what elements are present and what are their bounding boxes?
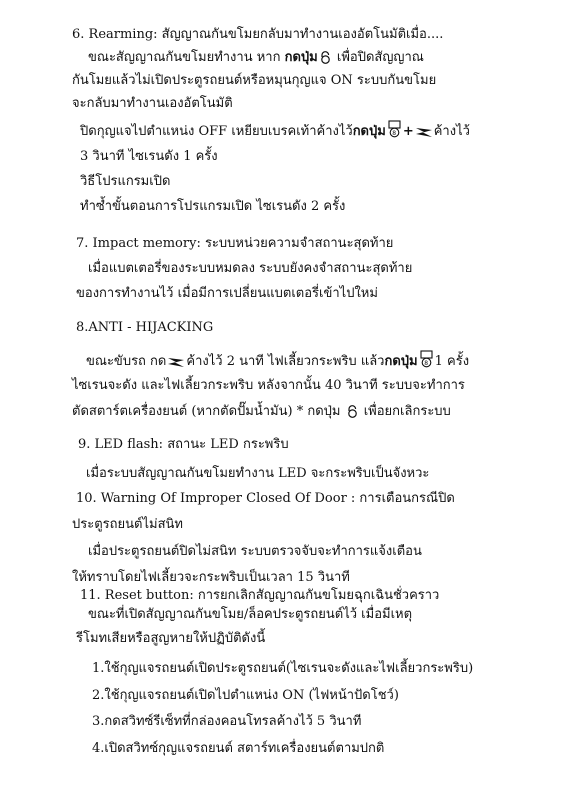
- s11-step: 3.กดสวิทซ์รีเซ็ทที่กล่องคอนโทรลค้างไว้ 5 วินาที: [92, 714, 362, 729]
- s7-line2: ของการทำงานไว้ เมื่อมีการเปลี่ยนแบตเตอรี่เข้าไปใหม่: [76, 286, 378, 301]
- lightning-icon: [167, 357, 185, 368]
- s11-line1: ขณะที่เปิดสัญญาณกันขโมย/ล็อคประตูรถยนต์ไว้ เมื่อมีเหตุ: [88, 607, 413, 622]
- s8-line1-text-d: 1 ครั้ง: [434, 354, 470, 369]
- s6-line4: [80, 120, 470, 141]
- s11-step: 4.เปิดสวิทซ์กุญแจรถยนต์ สตาร์ทเครื่องยนต์ตามปกติ: [92, 741, 385, 756]
- unlock-icon: [346, 405, 359, 418]
- s8-title: 8.ANTI - HIJACKING: [76, 320, 214, 335]
- s6-line2: กันโมยแล้วไม่เปิดประตูรถยนต์หรือหมุนกุญแจ ON ระบบกันขโมย: [72, 73, 437, 88]
- svg-text:8: 8: [423, 360, 428, 367]
- s8-line3-text-a: ตัดสตาร์ตเครื่องยนต์ (หากตัดปั๊มน้ำมัน) * กดปุ่ม: [72, 404, 345, 419]
- s9-title: 9. LED flash: สถานะ LED กระพริบ: [78, 437, 289, 452]
- s6-line3: จะกลับมาทำงานเองอัตโนมัติ: [72, 96, 233, 111]
- lock-icon: [387, 120, 402, 138]
- s6-title: 6. Rearming: สัญญาณกันขโมยกลับมาทำงานเองอัตโนมัติเมื่อ....: [72, 27, 444, 42]
- s8-line3: [72, 403, 451, 421]
- s10-line3: ให้ทราบโดยไฟเลี้ยวจะกระพริบเป็นเวลา 15 วินาที: [72, 570, 350, 585]
- s6-line5: 3 วินาที ไซเรนดัง 1 ครั้ง: [80, 149, 218, 164]
- s10-title: 10. Warning Of Improper Closed Of Door : การเตือนกรณีปิด: [76, 491, 455, 506]
- s8-line1-text-b: ค้างไว้ 2 นาที ไฟเลี้ยวกระพริบ แล้ว: [186, 354, 385, 369]
- s8-line1-text-a: ขณะขับรถ กด: [86, 354, 167, 369]
- s11-title: 11. Reset button: การยกเลิกสัญญาณกันขโมยฉุกเฉินชั่วคราว: [80, 588, 440, 603]
- s7-line1: เมื่อแบตเตอรี่ของระบบหมดลง ระบบยังคงจำสถานะสุดท้าย: [88, 261, 413, 276]
- s9-line1: เมื่อระบบสัญญาณกันขโมยทำงาน LED จะกระพริบเป็นจังหวะ: [86, 466, 430, 481]
- s6-line4-text-c: ค้างไว้: [433, 124, 470, 139]
- s8-line1-press-button: กดปุ่ม: [384, 354, 418, 369]
- s7-title: 7. Impact memory: ระบบหน่วยความจำสถานะสุดท้าย: [76, 236, 394, 251]
- unlock-icon: [319, 51, 332, 64]
- s11-step: 1.ใช้กุญแจรถยนต์เปิดประตูรถยนต์(ไซเรนจะดังและไฟเลี้ยวกระพริบ): [92, 661, 474, 676]
- s8-line2: ไซเรนจะดัง และไฟเลี้ยวกระพริบ หลังจากนั้น 40 วินาที ระบบจะทำการ: [72, 378, 465, 393]
- s11-step: 2.ใช้กุญแจรถยนต์เปิดไปตำแหน่ง ON (ไฟหน้าปัดโชว์): [92, 688, 399, 703]
- lightning-icon: [415, 127, 433, 138]
- s6-line7: ทำซ้ำขั้นตอนการโปรแกรมเปิด ไซเรนดัง 2 ครั้ง: [80, 199, 346, 214]
- s10-line2: เมื่อประตูรถยนต์ปิดไม่สนิท ระบบตรวจจับจะทำการแจ้งเตือน: [88, 544, 422, 559]
- svg-text:8: 8: [392, 130, 396, 137]
- s6-line1-press-button: กดปุ่ม: [284, 50, 318, 65]
- s6-line6: วิธีโปรแกรมเปิด: [80, 174, 171, 189]
- s6-line1: [88, 49, 424, 67]
- s11-line2: รีโมทเสียหรือสูญหายให้ปฏิบัติดังนี้: [76, 631, 266, 646]
- s6-line1-text-c: เพื่อปิดสัญญาณ: [332, 50, 424, 65]
- s6-line4-press-button: กดปุ่ม: [352, 124, 386, 139]
- s10-line1: ประตูรถยนต์ไม่สนิท: [72, 517, 183, 532]
- plus-sign: +: [402, 124, 414, 139]
- s8-line3-text-b: เพื่อยกเลิกระบบ: [359, 404, 451, 419]
- s6-line4-text-a: ปิดกุญแจไปตำแหน่ง OFF เหยียบเบรคเท้าค้างไว้: [80, 124, 353, 139]
- lock-icon: [419, 350, 434, 368]
- s6-line1-text-a: ขณะสัญญาณกันขโมยทำงาน หาก: [88, 50, 285, 65]
- s8-line1: [86, 350, 469, 371]
